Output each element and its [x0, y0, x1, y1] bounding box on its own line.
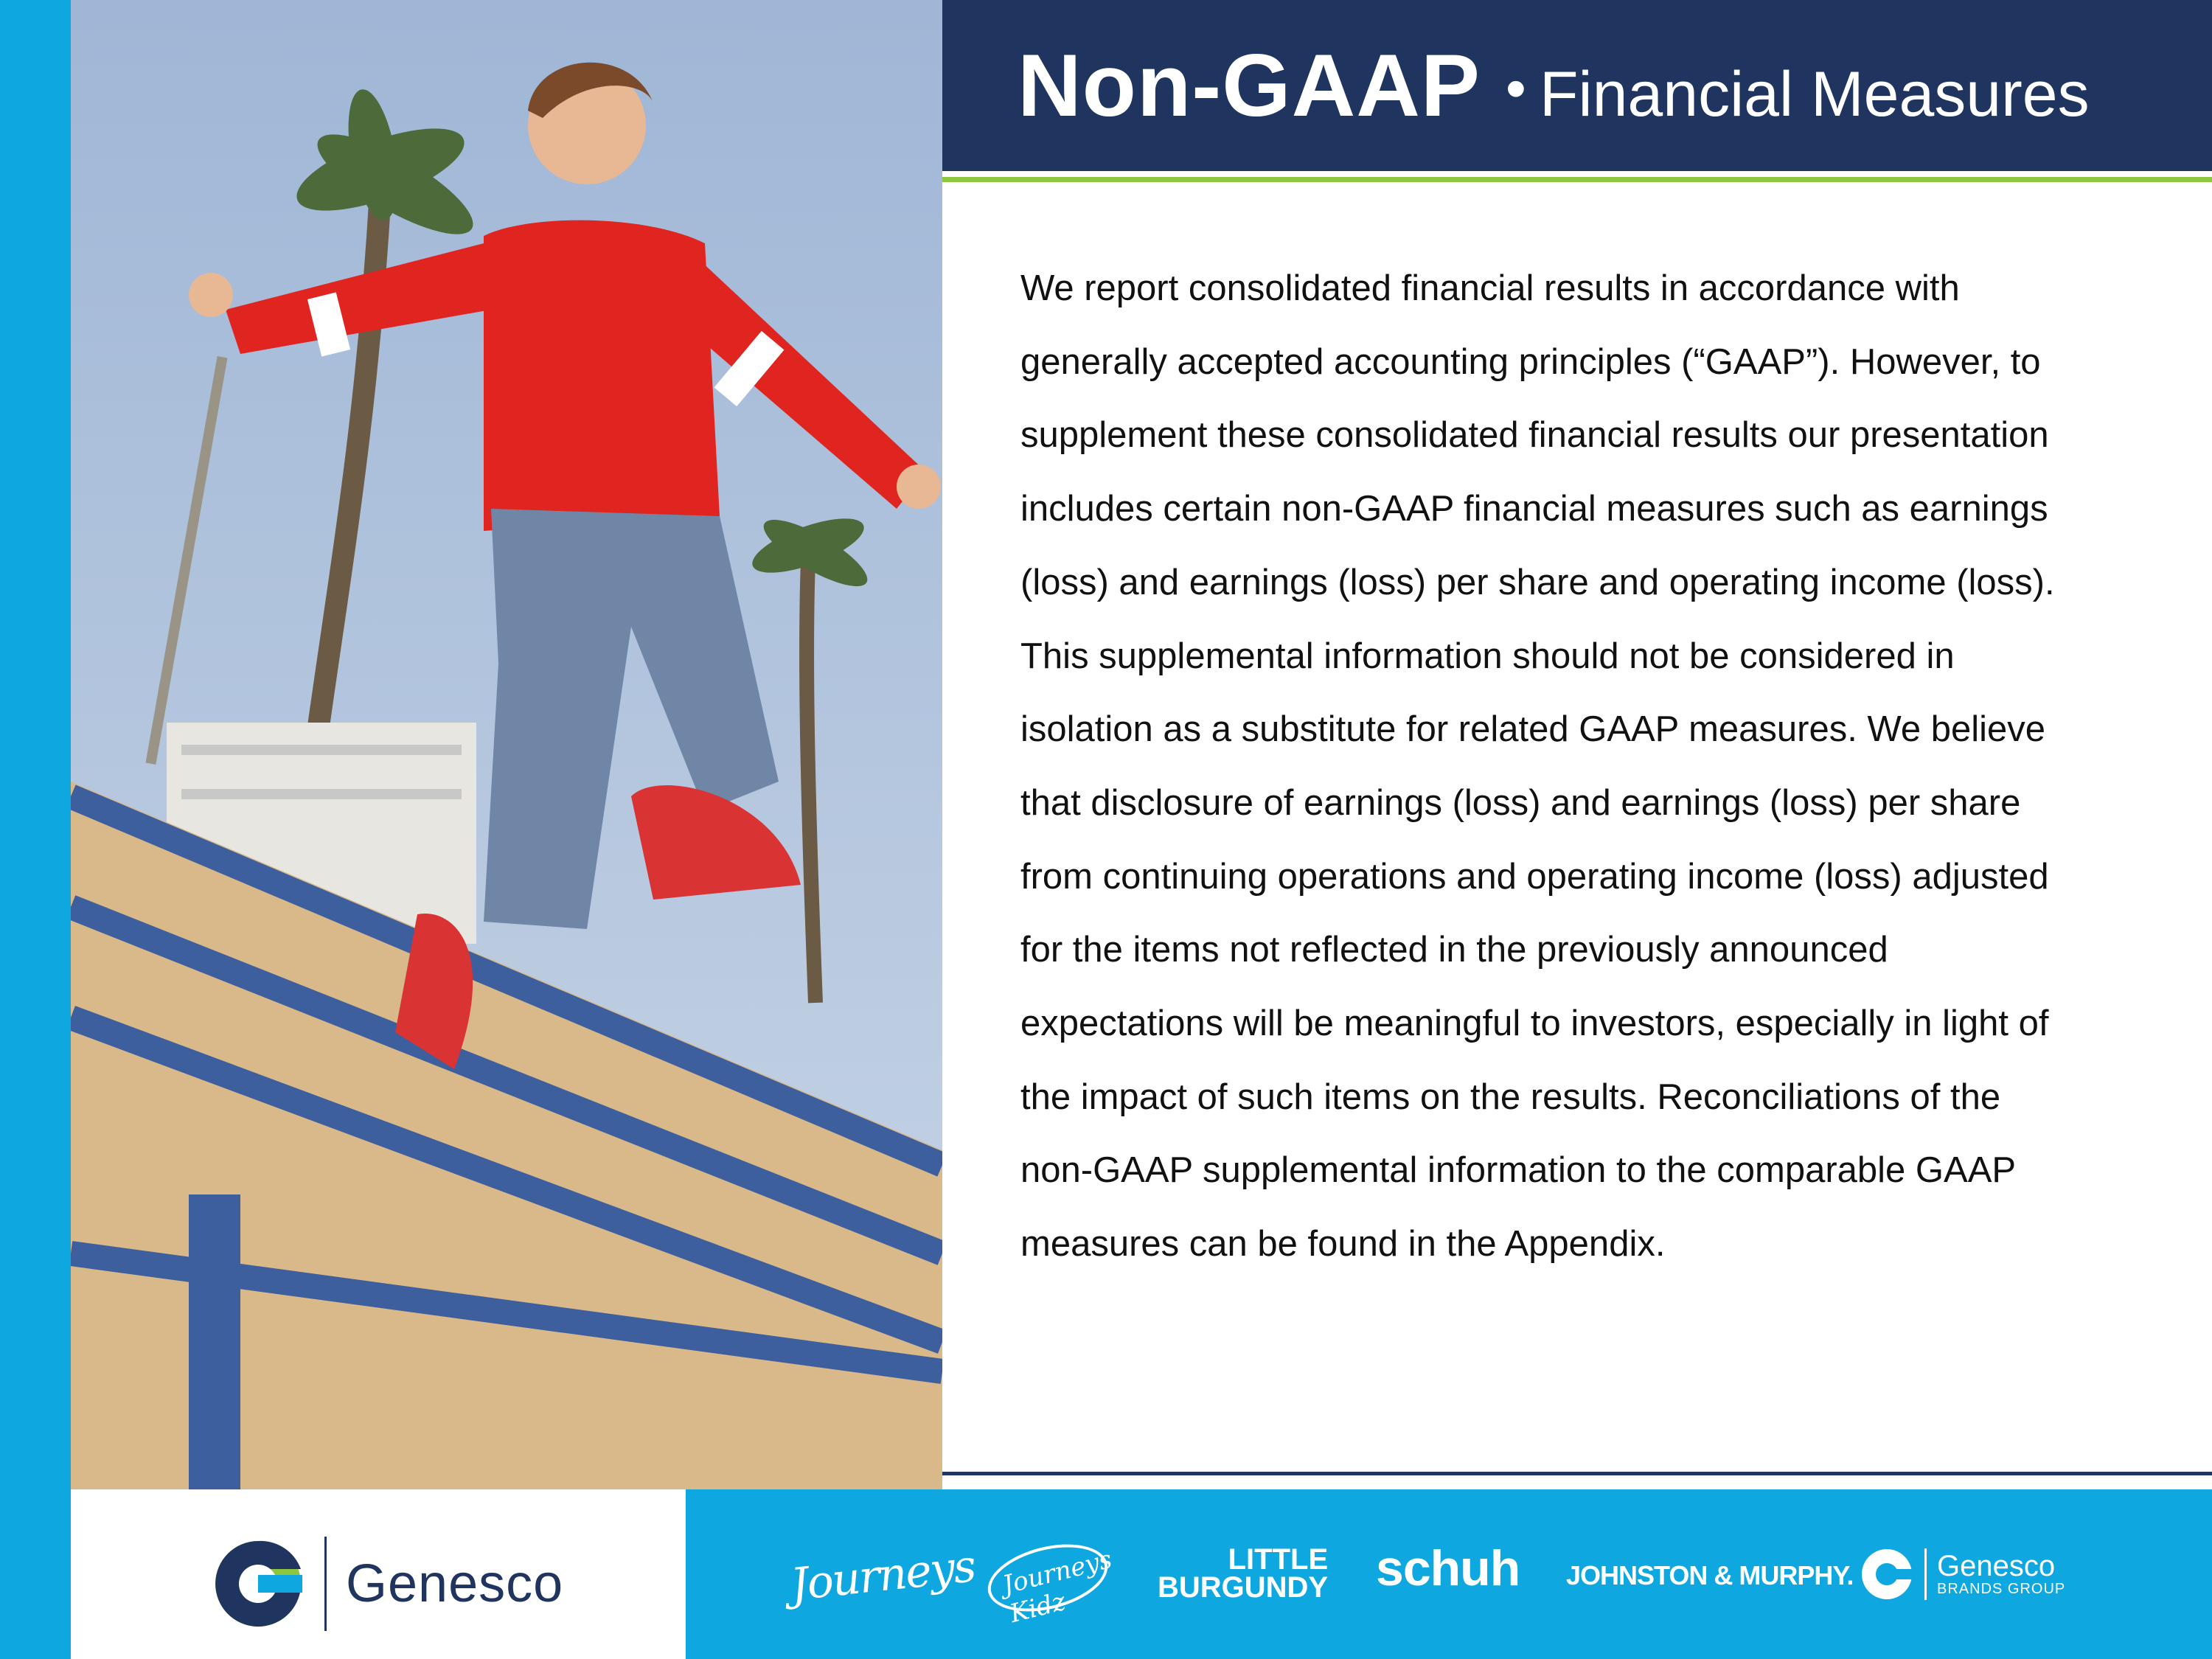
body-paragraph: We report consolidated financial results in accordance with generally accepted accounting principles (“GAAP”). However, to supplement these consolidated financial results our presentation includes certain non-GAAP financial measures such as earnings (loss) and earnings (loss) per share and operating income (loss). This supplemental information should not be considered in isolation as a substitute for related GAAP measures. We believe that disclosure of earnings (loss) and earnings (loss) per share from continuing operations and operating income (loss) adjusted for the items not reflected in the previously announced expectations will be meaningful to investors, especially in light of the impact of such items on the results. Reconciliations of the non-GAAP supplemental information to the comparable GAAP measures can be found in the Appendix. — [1020, 268, 2055, 1265]
company-name: Genesco — [346, 1554, 564, 1613]
genesco-g-icon — [212, 1538, 304, 1630]
brand-johnston-murphy-logo: JOHNSTON & MURPHY. — [1566, 1560, 1854, 1590]
genesco-logo — [212, 1537, 563, 1631]
bottom-divider — [942, 1472, 2212, 1475]
title-banner — [942, 0, 2212, 171]
genesco-brands-group-logo — [1860, 1547, 2065, 1601]
brand-journeys-logo: Journeys — [788, 1540, 978, 1611]
brand-kidz-logo: Journeys Kidz — [1000, 1544, 1116, 1630]
title-underline — [942, 177, 2212, 182]
brands-group-divider — [1924, 1548, 1927, 1600]
brand-burgundy-text: BURGUNDY — [1158, 1571, 1329, 1604]
hero-photo — [71, 0, 942, 1489]
page-subtitle: Financial Measures — [1539, 59, 2090, 130]
brand-little-text: LITTLE — [1228, 1543, 1329, 1576]
footer-brands-area — [686, 1489, 2212, 1659]
title-separator: • — [1505, 55, 1526, 121]
left-accent-strip — [0, 0, 71, 1659]
brands-group-name: Genesco — [1937, 1550, 2056, 1582]
page-title: Non-GAAP — [1018, 36, 1481, 135]
brands-group-g-icon — [1860, 1547, 1914, 1601]
brand-schuh-logo: schuh — [1376, 1540, 1520, 1596]
brand-kidz-badge — [981, 1533, 1116, 1630]
footer-company-area — [71, 1489, 686, 1659]
brands-group-subtitle: BRANDS GROUP — [1937, 1581, 2066, 1597]
brand-little-burgundy-logo — [1158, 1543, 1329, 1604]
logo-divider — [324, 1537, 327, 1631]
